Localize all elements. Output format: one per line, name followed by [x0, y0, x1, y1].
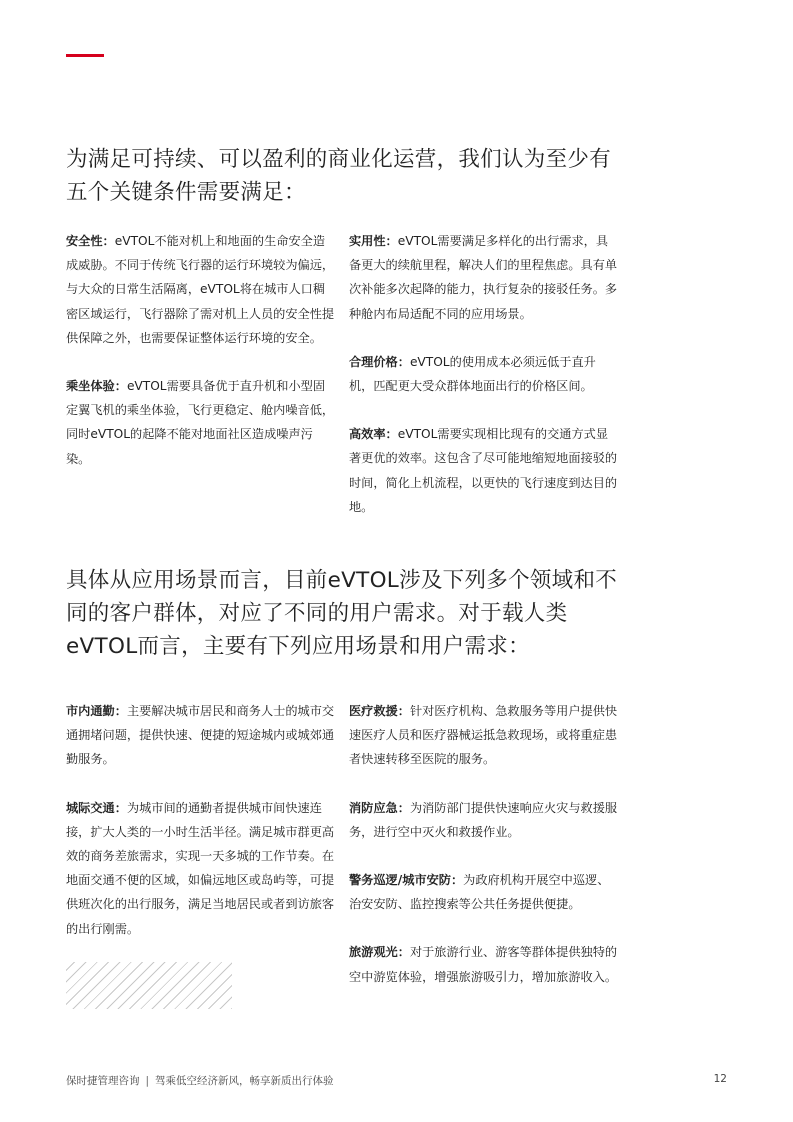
section-heading-scenarios: 具体从应用场景而言，目前eVTOL涉及下列多个领域和不同的客户群体，对应了不同的用户需求。对于载人类eVTOL而言，主要有下列应用场景和用户需求： — [66, 568, 618, 659]
footer-separator: | — [145, 1075, 150, 1087]
condition-efficiency — [349, 422, 619, 519]
section-heading-conditions: 为满足可持续、可以盈利的商业化运营，我们认为至少有五个关键条件需要满足： — [66, 147, 612, 205]
scenario-intercity — [66, 796, 336, 941]
footer — [66, 1073, 334, 1088]
conditions-left-column — [66, 229, 336, 495]
scenario-tourism — [349, 940, 619, 988]
scenario-fire — [349, 796, 619, 844]
scenario-text: 为城市间的通勤者提供城市间快速连接，扩大人类的一小时生活半径。满足城市群更高效的商务差旅需求，实现一天多城的工作节奏。在地面交通不便的区域，如偏远地区或岛屿等，可提供班次化的出行服务，满足当地居民或者到访旅客的出行刚需。 — [66, 800, 335, 936]
footer-title: 驾乘低空经济新风，畅享新质出行体验 — [155, 1075, 334, 1087]
condition-safety — [66, 229, 336, 350]
scenario-text: 对于旅游行业、游客等群体提供独特的空中游览体验，增强旅游吸引力，增加旅游收入。 — [349, 945, 618, 984]
scenario-term: 消防应急： — [349, 800, 410, 815]
footer-company: 保时捷管理咨询 — [66, 1075, 140, 1087]
condition-text: eVTOL需要具备优于直升机和小型固定翼飞机的乘坐体验，飞行更稳定、舱内噪音低，同时eVTOL的起降不能对地面社区造成噪声污染。 — [66, 379, 335, 466]
scenario-medical — [349, 699, 619, 772]
scenario-text: 主要解决城市居民和商务人士的城市交通拥堵问题，提供快速、便捷的短途城内或城郊通勤服务。 — [66, 704, 335, 767]
condition-price — [349, 350, 619, 398]
scenario-term: 医疗救援： — [349, 704, 410, 718]
condition-practicality — [349, 229, 619, 326]
condition-term: 高效率： — [349, 427, 398, 442]
condition-term: 乘坐体验： — [66, 379, 127, 394]
condition-term: 实用性： — [349, 234, 398, 248]
accent-bar — [66, 54, 104, 57]
hatch-decoration — [66, 962, 232, 1009]
condition-term: 合理价格： — [349, 354, 410, 369]
scenarios-left-column — [66, 699, 336, 965]
scenario-text: 针对医疗机构、急救服务等用户提供快速医疗人员和医疗器械运抵急救现场，或将重症患者快速转移至医院的服务。 — [349, 704, 618, 767]
condition-text: eVTOL需要满足多样化的出行需求，具备更大的续航里程，解决人们的里程焦虑。具有单次补能多次起降的能力，执行复杂的接驳任务。多种舱内布局适配不同的应用场景。 — [349, 234, 618, 321]
scenario-police — [349, 868, 619, 916]
condition-text: eVTOL需要实现相比现有的交通方式显著更优的效率。这包含了尽可能地缩短地面接驳的时间，简化上机流程，以更快的飞行速度到达目的地。 — [349, 427, 618, 514]
scenario-term: 市内通勤： — [66, 704, 127, 718]
condition-term: 安全性： — [66, 234, 115, 248]
condition-text: eVTOL不能对机上和地面的生命安全造成威胁。不同于传统飞行器的运行环境较为偏远，与大众的日常生活隔离，eVTOL将在城市人口稠密区域运行，飞行器除了需对机上人员的安全性提供保障之外，也需要保证整体运行环境的安全。 — [66, 234, 335, 345]
scenario-text: 为消防部门提供快速响应火灾与救援服务，进行空中灭火和救援作业。 — [349, 800, 618, 839]
conditions-right-column — [349, 229, 619, 543]
scenario-text: 为政府机构开展空中巡逻、治安安防、监控搜索等公共任务提供便捷。 — [349, 873, 610, 912]
scenarios-right-column — [349, 699, 619, 1013]
condition-text: eVTOL的使用成本必须远低于直升机，匹配更大受众群体地面出行的价格区间。 — [349, 354, 596, 394]
scenario-term: 城际交通： — [66, 800, 127, 815]
page-number: 12 — [713, 1073, 727, 1085]
scenario-urban-commute — [66, 699, 336, 772]
condition-ride-experience — [66, 374, 336, 471]
scenario-term: 警务巡逻/城市安防： — [349, 873, 464, 888]
scenario-term: 旅游观光： — [349, 945, 410, 960]
